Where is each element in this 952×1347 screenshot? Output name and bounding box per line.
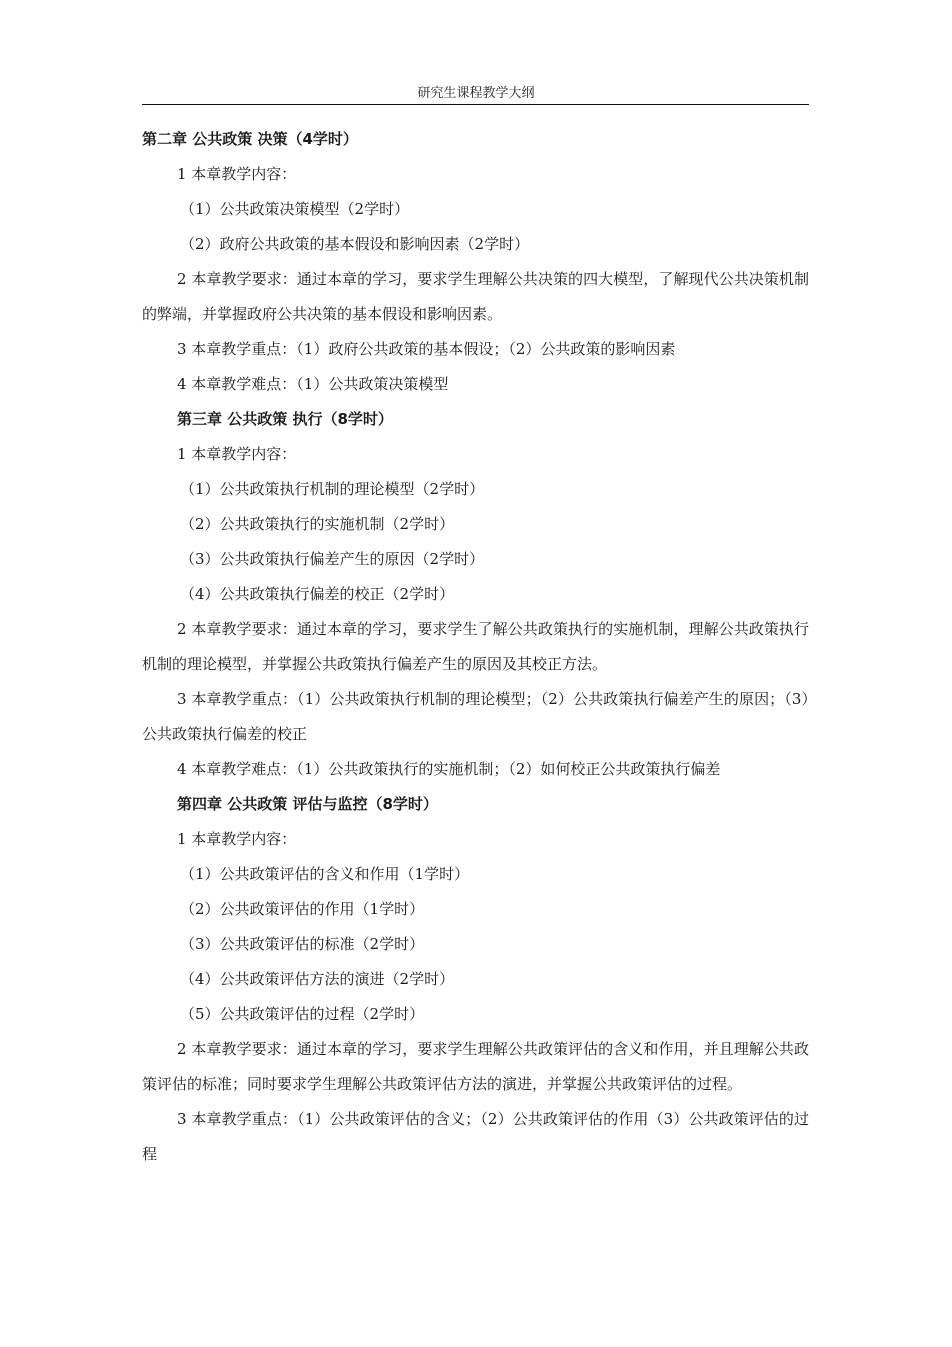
ch3-item: （4）公共政策执行偏差的校正（2学时） bbox=[180, 585, 455, 603]
ch2-item: （2）政府公共政策的基本假设和影响因素（2学时） bbox=[180, 235, 530, 253]
ch4-item: （2）公共政策评估的作用（1学时） bbox=[180, 900, 425, 918]
ch2-item: （1）公共政策决策模型（2学时） bbox=[180, 200, 410, 218]
ch4-content-label: 1 本章教学内容： bbox=[177, 830, 297, 848]
ch2-content-label: 1 本章教学内容： bbox=[177, 165, 297, 183]
ch4-key-points: 3 本章教学重点：（1）公共政策评估的含义；（2）公共政策评估的作用（3）公共政策评估的过程 bbox=[142, 1110, 809, 1163]
ch2-difficulties: 4 本章教学难点：（1）公共政策决策模型 bbox=[177, 375, 449, 393]
ch2-key-points: 3 本章教学重点：（1）政府公共政策的基本假设；（2）公共政策的影响因素 bbox=[177, 340, 676, 358]
page-header-title: 研究生课程教学大纲 bbox=[417, 86, 535, 101]
ch4-item: （4）公共政策评估方法的演进（2学时） bbox=[180, 970, 455, 988]
ch3-difficulties: 4 本章教学难点：（1）公共政策执行的实施机制；（2）如何校正公共政策执行偏差 bbox=[177, 760, 721, 778]
ch4-requirements: 2 本章教学要求：通过本章的学习，要求学生理解公共政策评估的含义和作用，并且理解公共政策评估的标准；同时要求学生理解公共政策评估方法的演进，并掌握公共政策评估的过程。 bbox=[142, 1040, 809, 1093]
syllabus-body bbox=[142, 122, 809, 1172]
ch3-item: （1）公共政策执行机制的理论模型（2学时） bbox=[180, 480, 485, 498]
ch4-item: （3）公共政策评估的标准（2学时） bbox=[180, 935, 425, 953]
ch4-item: （5）公共政策评估的过程（2学时） bbox=[180, 1005, 425, 1023]
chapter-2-heading: 第二章 公共政策 决策（4学时） bbox=[142, 130, 358, 148]
ch3-item: （3）公共政策执行偏差产生的原因（2学时） bbox=[180, 550, 485, 568]
ch3-key-points: 3 本章教学重点：（1）公共政策执行机制的理论模型；（2）公共政策执行偏差产生的原因；（3）公共政策执行偏差的校正 bbox=[142, 690, 809, 743]
chapter-3-heading: 第三章 公共政策 执行（8学时） bbox=[177, 410, 393, 428]
ch3-requirements: 2 本章教学要求：通过本章的学习，要求学生了解公共政策执行的实施机制，理解公共政策执行机制的理论模型，并掌握公共政策执行偏差产生的原因及其校正方法。 bbox=[142, 620, 809, 673]
ch3-content-label: 1 本章教学内容： bbox=[177, 445, 297, 463]
ch4-item: （1）公共政策评估的含义和作用（1学时） bbox=[180, 865, 470, 883]
header-divider bbox=[142, 104, 809, 105]
chapter-4-heading: 第四章 公共政策 评估与监控（8学时） bbox=[177, 795, 438, 813]
ch3-item: （2）公共政策执行的实施机制（2学时） bbox=[180, 515, 455, 533]
ch2-requirements: 2 本章教学要求：通过本章的学习，要求学生理解公共决策的四大模型，了解现代公共决策机制的弊端，并掌握政府公共决策的基本假设和影响因素。 bbox=[142, 270, 809, 323]
